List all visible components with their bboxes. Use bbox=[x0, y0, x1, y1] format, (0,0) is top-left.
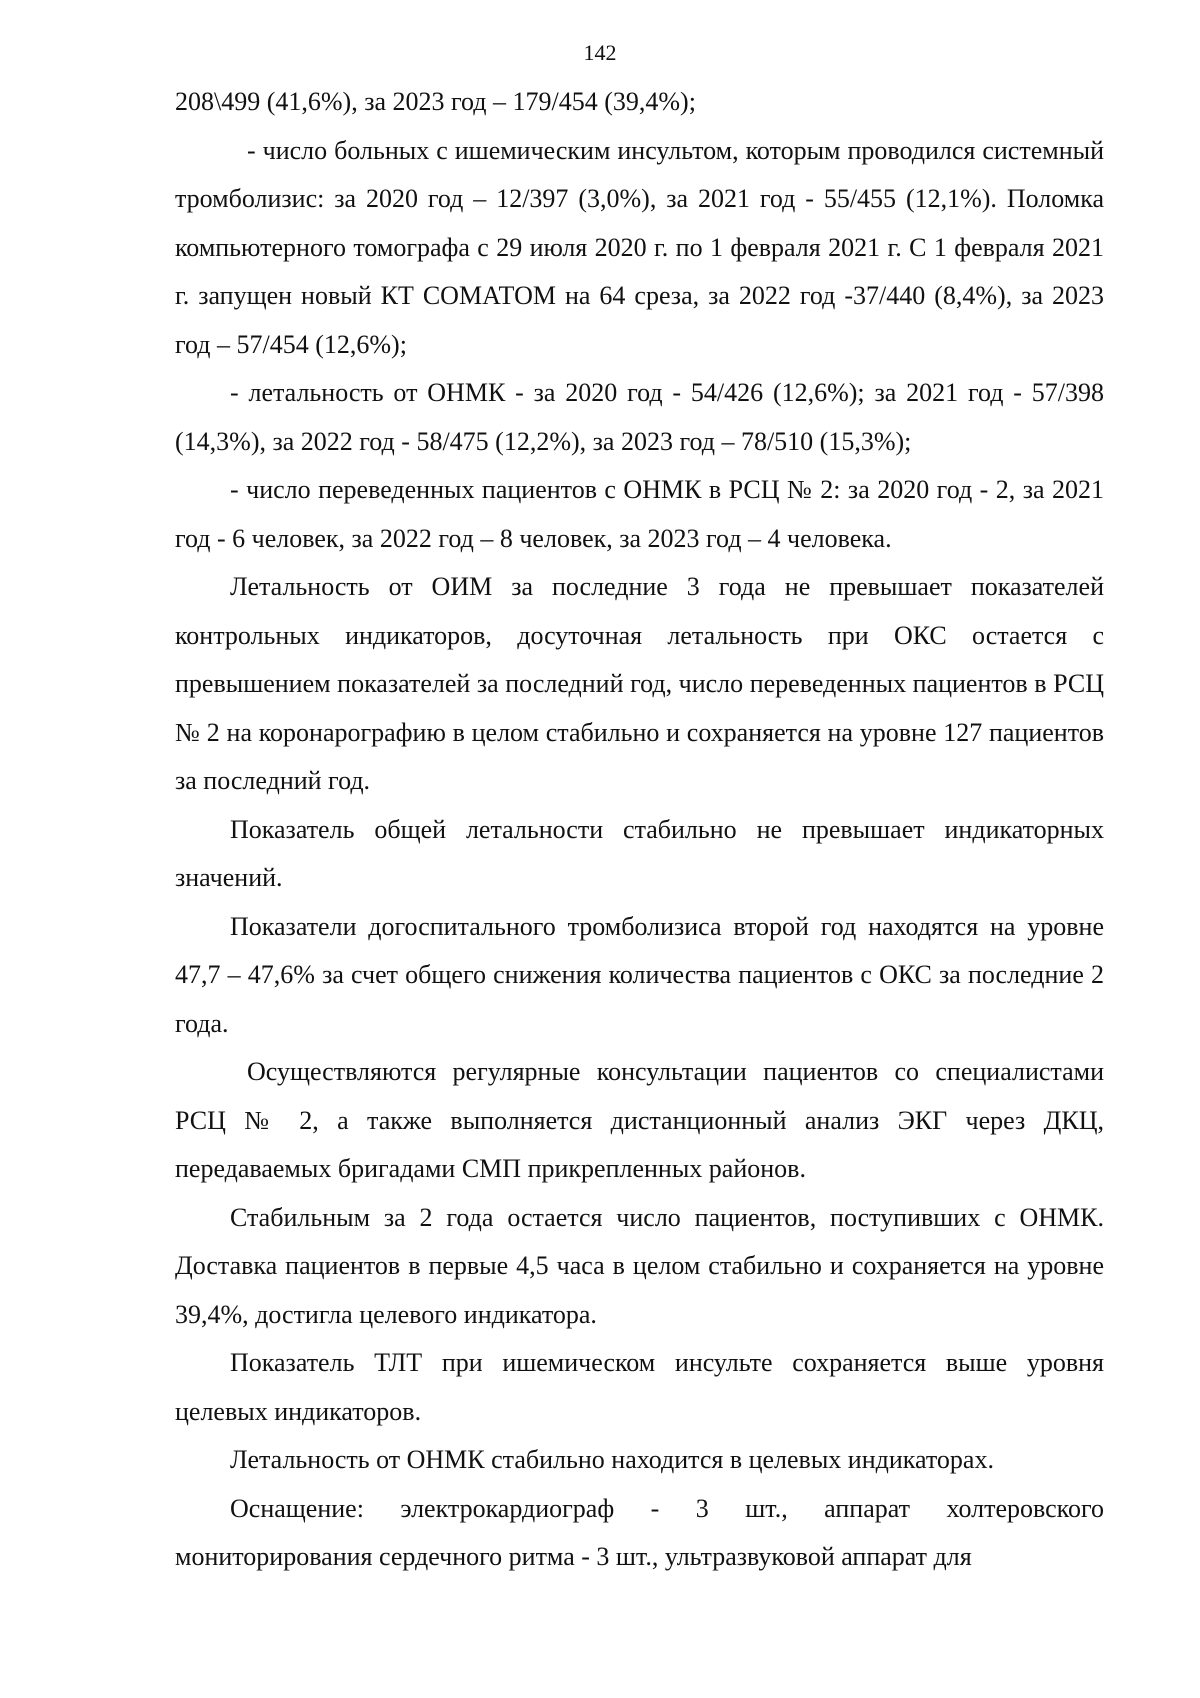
paragraph-equipment: Оснащение: электрокардиограф - 3 шт., аппарат холтеровского мониторирования сердечного ритма - 3 шт., ультразвуковой аппарат для bbox=[175, 1493, 1104, 1571]
paragraph-consultations: Осуществляются регулярные консультации пациентов со специалистами РСЦ № 2, а также выполняется дистанционный анализ ЭКГ через ДКЦ, передаваемых бригадами СМП прикрепленных районов. bbox=[175, 1057, 1104, 1183]
paragraph-continuation: 208\499 (41,6%), за 2023 год – 179/454 (39,4%); bbox=[175, 87, 696, 116]
paragraph-oim-lethality: Летальность от ОИМ за последние 3 года не превышает показателей контрольных индикаторов, досуточная летальность при ОКС остается с превышением показателей за последний год, число переведенных пациентов в РСЦ № 2 на коронарографию в целом стабильно и сохраняется на уровне 127 пациентов за последний год. bbox=[175, 572, 1104, 795]
page-number: 142 bbox=[583, 40, 617, 65]
paragraph-overall-lethality: Показатель общей летальности стабильно не превышает индикаторных значений. bbox=[175, 814, 1104, 892]
paragraph-onmk-lethality-target: Летальность от ОНМК стабильно находится в целевых индикаторах. bbox=[230, 1445, 994, 1474]
list-item-transferred-patients: - число переведенных пациентов с ОНМК в РСЦ № 2: за 2020 год - 2, за 2021 год - 6 человек, за 2022 год – 8 человек, за 2023 год – 4 человека. bbox=[175, 475, 1104, 553]
list-item-lethality-onmk: - летальность от ОНМК - за 2020 год - 54/426 (12,6%); за 2021 год - 57/398 (14,3%), за 2022 год - 58/475 (12,2%), за 2023 год – 78/510 (15,3%); bbox=[175, 378, 1104, 456]
paragraph-prehospital-thrombolysis: Показатели догоспитального тромболизиса второй год находятся на уровне 47,7 – 47,6% за счет общего снижения количества пациентов с ОКС за последние 2 года. bbox=[175, 911, 1104, 1038]
document-body bbox=[175, 78, 1104, 1582]
paragraph-stable-patients: Стабильным за 2 года остается число пациентов, поступивших с ОНМК. Доставка пациентов в первые 4,5 часа в целом стабильно и сохраняется на уровне 39,4%, достигла целевого индикатора. bbox=[175, 1202, 1104, 1329]
list-item-thrombolysis: - число больных с ишемическим инсультом, которым проводился системный тромболизис: за 2020 год – 12/397 (3,0%), за 2021 год - 55/455 (12,1%). Поломка компьютерного томографа с 29 июля 2020 г. по 1 февраля 2021 г. С 1 февраля 2021 г. запущен новый КТ СОМАТОМ на 64 среза, за 2022 год -37/440 (8,4%), за 2023 год – 57/454 (12,6%); bbox=[175, 135, 1104, 359]
paragraph-tlt-indicator: Показатель ТЛТ при ишемическом инсульте сохраняется выше уровня целевых индикаторов. bbox=[175, 1348, 1104, 1426]
